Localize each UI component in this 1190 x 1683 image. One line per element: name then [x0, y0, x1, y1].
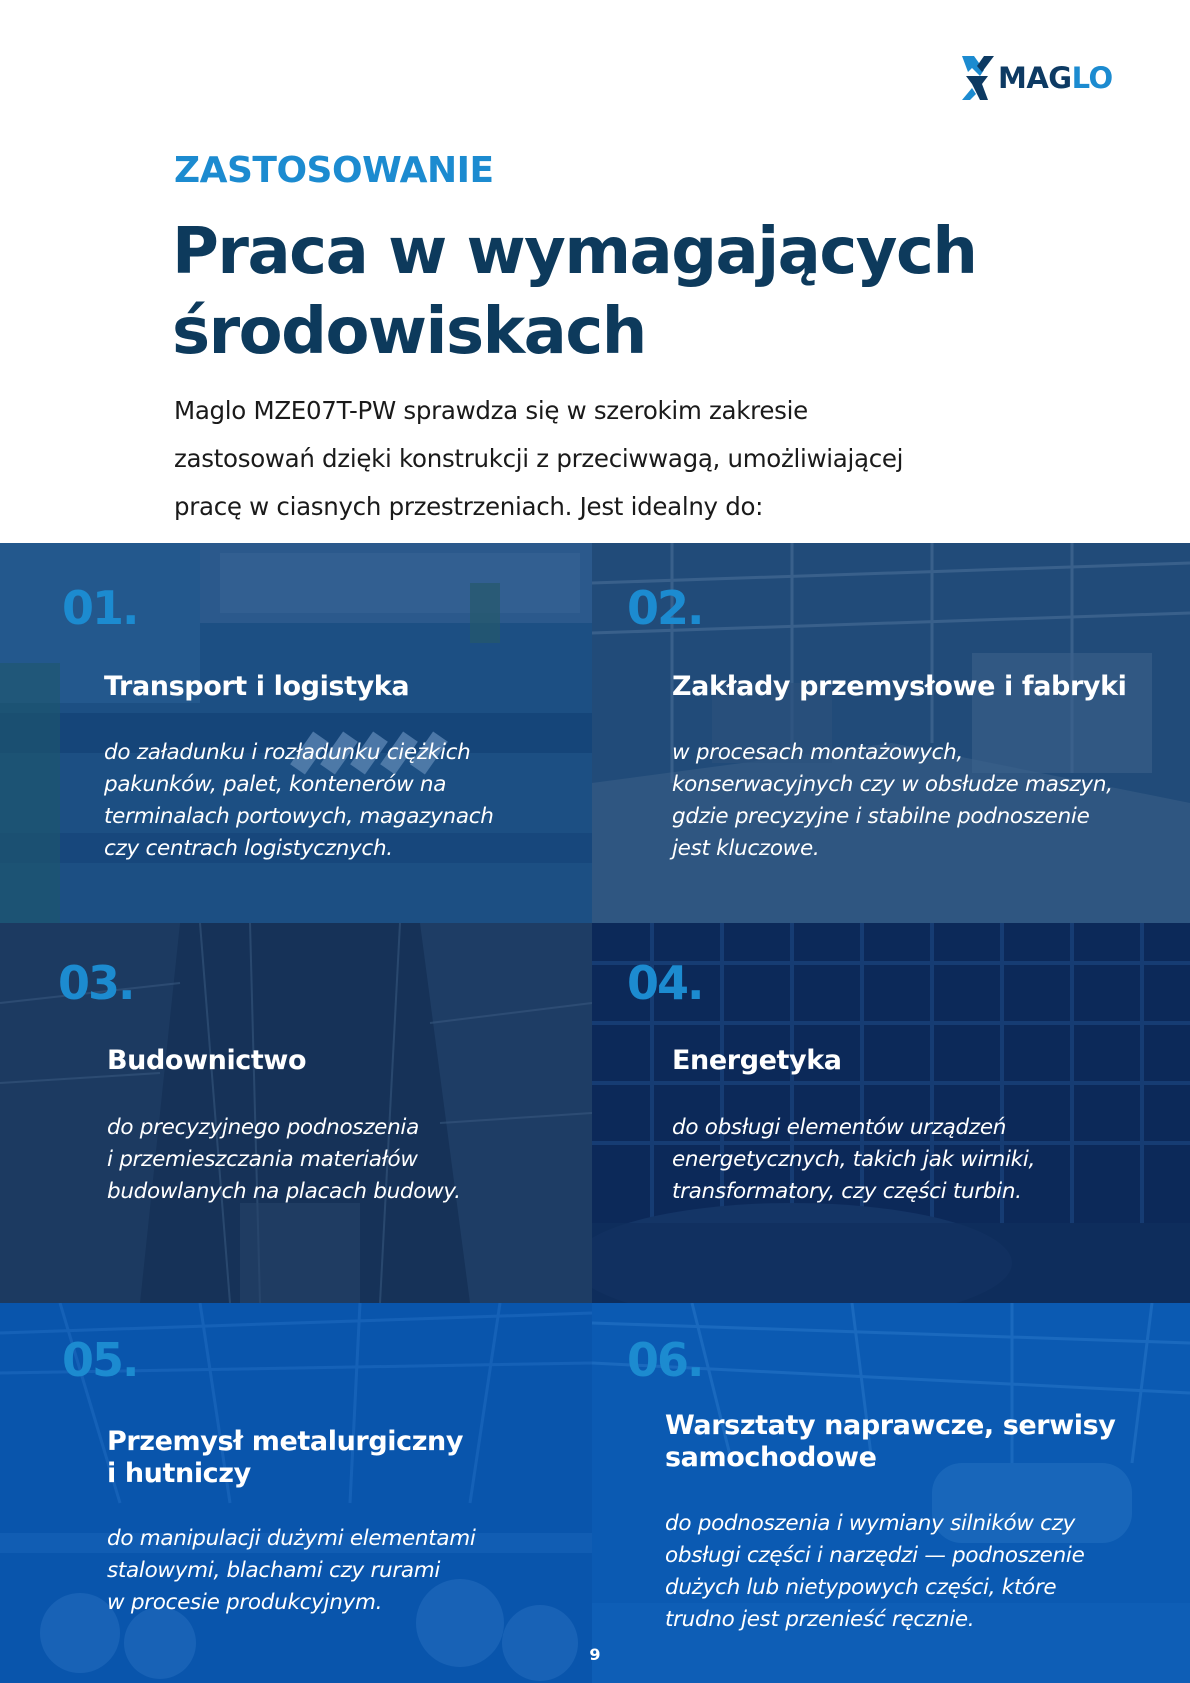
section-eyebrow: ZASTOSOWANIE — [174, 150, 494, 191]
tile-number: 05. — [62, 1333, 138, 1387]
tile-description-line: jest kluczowe. — [672, 836, 820, 861]
brand-logo — [958, 52, 1128, 104]
tile-number: 03. — [58, 956, 134, 1010]
tile-description-line: gdzie precyzyjne i stabilne podnoszenie — [672, 804, 1090, 829]
application-tile-factories — [592, 543, 1190, 923]
tile-description — [672, 737, 1113, 865]
intro-paragraph — [174, 387, 1054, 531]
tile-description-line: w procesach montażowych, — [672, 740, 963, 765]
tile-heading — [104, 671, 409, 703]
application-tile-workshops — [592, 1303, 1190, 1683]
tile-description-line: i przemieszczania materiałów — [107, 1147, 418, 1172]
page-title — [172, 212, 1072, 372]
tile-description-line: czy centrach logistycznych. — [104, 836, 393, 861]
tile-description-line: do obsługi elementów urządzeń — [672, 1115, 1007, 1140]
page-title-line: Praca w wymagających — [172, 215, 977, 289]
tile-description-line: obsługi części i narzędzi — podnoszenie — [665, 1543, 1085, 1568]
tile-heading-line: samochodowe — [665, 1442, 877, 1473]
tile-description — [104, 737, 494, 865]
tile-description-line: dużych lub nietypowych części, które — [665, 1575, 1057, 1600]
tile-description — [107, 1523, 476, 1619]
tile-description-line: budowlanych na placach budowy. — [107, 1179, 461, 1204]
tile-description-line: pakunków, palet, kontenerów na — [104, 772, 447, 797]
logo-wordmark: MAGLO — [998, 61, 1113, 95]
page-number: 9 — [589, 1645, 601, 1664]
application-tile-construction — [0, 923, 592, 1303]
tile-description-line: trudno jest przenieść ręcznie. — [665, 1607, 975, 1632]
tile-description — [107, 1112, 461, 1208]
tile-description-line: do manipulacji dużymi elementami — [107, 1526, 476, 1551]
tile-description — [665, 1508, 1085, 1636]
tile-description-line: do precyzyjnego podnoszenia — [107, 1115, 419, 1140]
tile-heading-line: Zakłady przemysłowe i fabryki — [672, 671, 1127, 702]
intro-line: zastosowań dzięki konstrukcji z przeciwwagą, umożliwiającej — [174, 444, 904, 473]
tile-description-line: terminalach portowych, magazynach — [104, 804, 494, 829]
tile-heading — [107, 1045, 306, 1077]
tile-description-line: konserwacyjnych czy w obsłudze maszyn, — [672, 772, 1113, 797]
applications-grid — [0, 543, 1190, 1683]
application-tile-metallurgy — [0, 1303, 592, 1683]
tile-heading — [107, 1426, 463, 1490]
intro-line: Maglo MZE07T-PW sprawdza się w szerokim zakresie — [174, 396, 808, 425]
tile-description — [672, 1112, 1035, 1208]
tile-heading — [665, 1410, 1115, 1474]
tile-heading — [672, 1045, 842, 1077]
application-tile-transport — [0, 543, 592, 923]
tile-heading-line: Transport i logistyka — [104, 671, 410, 702]
tile-description-line: do podnoszenia i wymiany silników czy — [665, 1511, 1076, 1536]
tile-heading — [672, 671, 1127, 703]
tile-description-line: transformatory, czy części turbin. — [672, 1179, 1022, 1204]
page-title-line: środowiskach — [172, 295, 646, 369]
tile-description-line: do załadunku i rozładunku ciężkich — [104, 740, 471, 765]
tile-heading-line: i hutniczy — [107, 1458, 251, 1489]
tile-description-line: w procesie produkcyjnym. — [107, 1590, 383, 1615]
tile-number: 02. — [627, 581, 703, 635]
tile-heading-line: Budownictwo — [107, 1045, 307, 1076]
tile-heading-line: Warsztaty naprawcze, serwisy — [665, 1410, 1116, 1441]
maglo-logo-icon — [958, 52, 996, 104]
tile-heading-line: Energetyka — [672, 1045, 842, 1076]
tile-number: 01. — [62, 581, 138, 635]
intro-line: pracę w ciasnych przestrzeniach. Jest idealny do: — [174, 492, 764, 521]
tile-description-line: stalowymi, blachami czy rurami — [107, 1558, 441, 1583]
tile-number: 06. — [627, 1333, 703, 1387]
tile-description-line: energetycznych, takich jak wirniki, — [672, 1147, 1036, 1172]
application-tile-energy — [592, 923, 1190, 1303]
tile-heading-line: Przemysł metalurgiczny — [107, 1426, 464, 1457]
tile-number: 04. — [627, 956, 703, 1010]
